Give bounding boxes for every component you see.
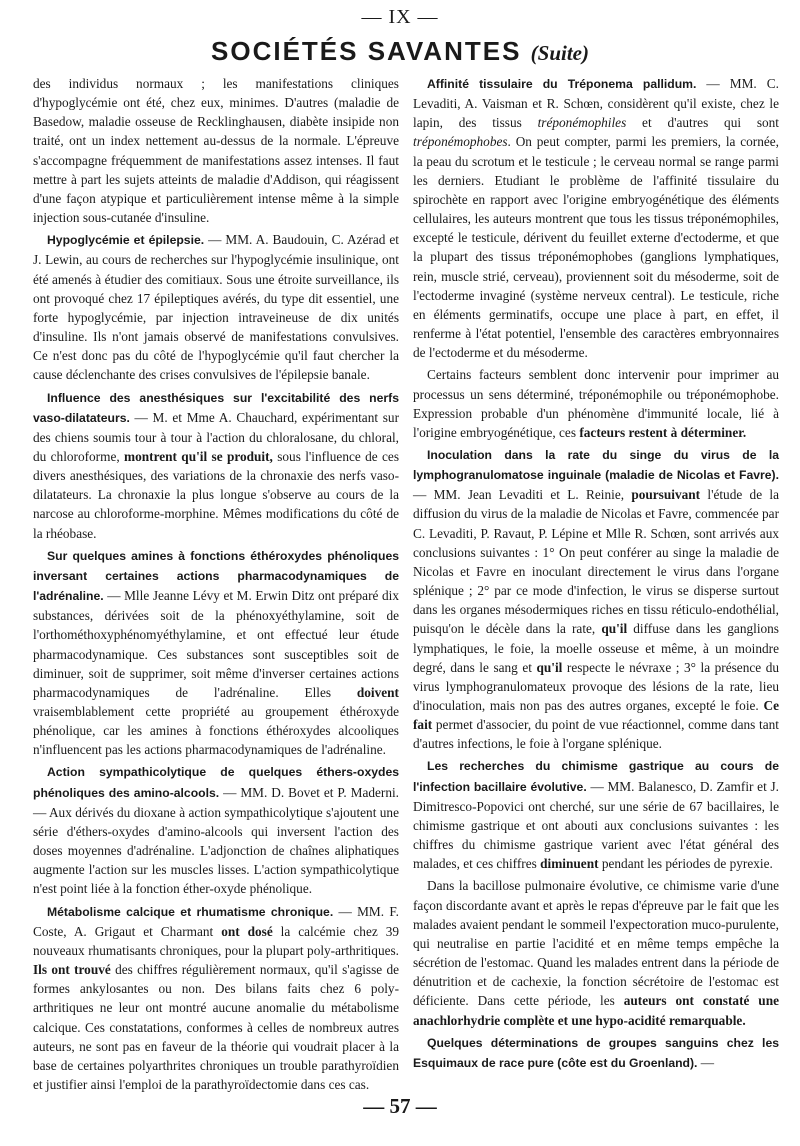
article-text-bold: qu'il: [536, 659, 563, 675]
left-column: [33, 74, 399, 1092]
article-text-italic: tréponémophiles: [537, 115, 627, 131]
article-text-italic: tréponémophobes: [413, 134, 508, 150]
page-number: — 57 —: [363, 1094, 437, 1118]
article-text: — MM. D. Bovet et P. Maderni. — Aux dérivés du dioxane à action sympathicolytique s'ajoutent une série d'éthers-oxydes d'amino-alcools qui inversent l'action des doses moyennes d'adrénaline. L'adjonction de chaînes aliphatiques augmente l'action sur les muscles lisses. L'action sympathicolytique n'est point liée à la fonction éther-oxyde phénolique.: [33, 784, 399, 897]
article-amines: [33, 546, 399, 760]
article-affinite-tissulaire: [413, 74, 779, 362]
article-text: et d'autres qui sont: [626, 115, 780, 131]
article-text-bold: Ce fait: [413, 698, 779, 733]
article-text-bold: doivent: [356, 684, 399, 700]
article-heading: Hypoglycémie et épilepsie.: [47, 233, 205, 248]
article-text-bold: diminuent: [540, 856, 599, 872]
article-text-bold: ont dosé: [221, 923, 273, 939]
article-sympathicolytique: [33, 762, 399, 898]
article-text: permet d'associer, du point de vue réactionnel, comme dans tant d'autres infections, le foie à l'organe splénique.: [413, 717, 779, 752]
article-text: —: [697, 1054, 715, 1070]
article-text-bold: Ils ont trouvé: [33, 962, 111, 978]
paragraph: [413, 876, 779, 1029]
article-text-bold: facteurs restent à déterminer.: [579, 424, 747, 440]
article-text: vraisemblablement cette propriété au groupement éthéroxyde phénolique, car les amines à fonctions éthéroxydes alcooliques n'influencent pas les actions pharmacodynamiques de l'adrénaline.: [33, 704, 399, 758]
article-text: — MM. A. Baudouin, C. Azérad et J. Lewin, au cours de recherches sur l'hypoglycémie insulinique, ont été amenés à étudier des comitiaux. Sous une étroite surveillance, ils ont provoqué chez 17 épileptiques avérés, du type dit essentiel, une forte hypoglycémie, par injection intraveineuse de dix unités d'insuline. Ils n'ont jamais observé de manifestations convulsives. Ce n'est donc pas du côté de l'hypoglycémie qu'il faut chercher la cause déclenchante des crises convulsives de l'épilepsie banale.: [33, 232, 399, 383]
article-text: des chiffres régulièrement normaux, qu'il s'agisse de formes ankylosantes ou non. Des bilans faits chez 6 poly-arthritiques ne leur ont montré aucune anomalie du métabolisme calcique. Ces constatations, conformes à celles de nombreux autres auteurs, ne sont pas en faveur de la théorie qui voudrait placer à la base de certaines polyarthrites chroniques un trouble parathyroïdien et justifier ainsi l'emploi de la parathyroïdectomie dans ces cas.: [33, 962, 399, 1092]
section-title: SOCIÉTÉS SAVANTES: [211, 36, 522, 66]
article-text: — M. et Mme A. Chauchard, expérimentant sur des chiens soumis tour à tour à l'action du chloralosane, du chloral, du chloroforme,: [33, 409, 399, 464]
article-text: l'étude de la diffusion du virus de la maladie de Nicolas et Favre, commencée par C. Levaditi, P. Ravaut, P. Lépine et Mlle R. Schœn, sont arrivés aux conclusions suivantes : 1° On peut conférer au singe la maladie de Nicolas et Favre en inoculant directement le virus dans l'organe splénique ; 2° par ce mode d'infection, le virus se disperse surtout dans les organes mésodermiques riches en tissu réticulo-endothélial, puisqu'on le décèle dans la rate,: [413, 487, 779, 637]
article-groupes-sanguins: [413, 1033, 779, 1073]
article-text: respecte le névraxe ; 3° la présence du virus lymphogranulomateux provoque des lésions de la rate, lieu d'inoculation, mais non pas des autres organes, excepté le foie.: [413, 659, 779, 713]
article-text: — MM. F. Coste, A. Grigaut et Charmant: [33, 903, 399, 939]
section-suite: (Suite): [530, 41, 589, 65]
article-heading: Inoculation dans la rate du singe du virus de la lymphogranulomatose inguinale (maladie de Nicolas et Favre).: [413, 447, 779, 483]
article-text: . On peut compter, parmi les premiers, la cornée, la peau du scrotum et le testicule ; le cerveau normal se range parmi les derniers. Etudiant le problème de l'affinité tissulaire du spirochète en rapport avec l'origine embryogénétique des éléments cellulaires, les auteurs montrent que tous les tissus tréponémophiles, excepté le testicule, dérivent du feuillet externe d'ectoderme, et que la plupart des tissus tréponémophobes (ganglions lymphatiques, rein, muscle strié, cerveau), proviennent soit du mésoderme, soit de l'ectoderme invaginé (système nerveux central). Le testicule, riche en éléments germinatifs, occupe une place à part, en effet, il renferme à l'état potentiel, l'ensemble des caractères embryonnaires de l'ectoderme et du mésoderme.: [413, 134, 779, 361]
article-text: — MM. Balanesco, D. Zamfir et J. Dimitresco-Popovici ont cherché, sur une série de 67 bacillaires, le chimisme gastrique et ont abouti aux conclusions suivantes : les chiffres du chimisme gastrique varient avec l'état général des malades, et ces chiffres: [413, 778, 779, 872]
article-metabolisme-calcique: [33, 902, 399, 1095]
article-text-bold: qu'il: [601, 621, 628, 637]
section-header: [0, 36, 800, 67]
article-text-bold: montrent qu'il se produit,: [124, 448, 273, 464]
article-text: — Mlle Jeanne Lévy et M. Erwin Ditz ont préparé dix substances, dérivées soit de la phénoxyéthylamine, soit de l'orthométhoxyphénomyéthylamine, et ont effectué leur étude pharmacodynamique. Ces substances sont susceptibles soit de diminuer, soit de supprimer, soit même d'inverser certaines actions pharmacodynamiques de l'adrénaline. Elles: [33, 588, 399, 700]
article-chimisme-gastrique: [413, 756, 779, 873]
paragraph: des individus normaux ; les manifestations cliniques d'hypoglycémie ont été, chez eux, minimes. D'autres (maladie de Basedow, maladie osseuse de Recklinghausen, diabète insipide non traité, ont un index nettement au-dessus de la normale. L'épreuve s'accompagne fréquemment de manifestations assez intenses. Il faut mettre à part les sujets atteints de maladie d'Addison, qui réagissent d'une façon atypique et particulièrement intense même à la simple injection sous-cutanée d'insuline.: [33, 76, 399, 226]
article-hypoglycemie-epilepsie: [33, 230, 399, 384]
article-text-bold: poursuivant: [631, 487, 701, 503]
article-text: diffuse dans les ganglions lymphatiques, le foie, la moelle osseuse et même, à un moindre degré, dans le sang et: [413, 621, 779, 675]
article-text-bold: auteurs ont constaté une anachlorhydrie complète et une hypo-acidité remarquable.: [413, 993, 780, 1028]
article-heading: Influence des anesthésiques sur l'excitabilité des nerfs vaso-dilatateurs.: [33, 390, 399, 425]
article-text: — MM. Jean Levaditi et L. Reinie,: [413, 487, 632, 503]
article-text: — MM. C. Levaditi, A. Vaisman et R. Schœn, considèrent qu'il existe, chez le lapin, des tissus: [413, 76, 780, 131]
article-heading: Métabolisme calcique et rhumatisme chronique.: [47, 904, 334, 919]
article-heading: Sur quelques amines à fonctions éthéroxydes phénoliques inversant certaines actions pharmacodynamiques de l'adrénaline.: [33, 548, 399, 604]
article-lymphogranulomatose: [413, 445, 779, 754]
article-heading: Affinité tissulaire du Tréponema pallidum.: [427, 77, 697, 91]
article-anesthesiques: [33, 388, 399, 543]
article-heading: Action sympathicolytique de quelques éthers-oxydes phénoliques des amino-alcools.: [33, 765, 399, 800]
article-text: sous l'influence de ces divers anesthésiques, des variations de la chronaxie des nerfs vaso-dilatateurs. La chronaxie la plus longue s'observe au cours de la narcose au chloroforme-morphine. Mêmes modifications du côté de la rhéobase.: [33, 448, 399, 541]
article-text: Dans la bacillose pulmonaire évolutive, ce chimisme varie d'une façon discordante avant et après le repas d'épreuve par le fait que les malades avaient pendant le sommeil l'expectoration muco-purulente, qui neutralise en partie l'acidité et en même temps empêche la sécrétion de l'estomac. Quand les malades entrent dans la période de dénutrition et de cachexie, la fonction sécrétoire de l'estomac est déficiente. Dans cette période, les: [413, 878, 779, 1009]
paragraph: [413, 365, 779, 442]
article-text: Certains facteurs semblent donc intervenir pour imprimer au processus un sens déterminé, tréponémophile ou tréponémophobe. Expression probable d'un phénomène d'immunité locale, lié à l'origine embryogénétique, ces: [413, 367, 779, 440]
roman-page-number: — IX —: [361, 6, 439, 28]
article-heading: Quelques déterminations de groupes sanguins chez les Esquimaux de race pure (côte est du Groenland).: [413, 1035, 779, 1070]
article-text: pendant les périodes de pyrexie.: [598, 856, 773, 872]
article-text: la calcémie chez 39 nouveaux rhumatisants chroniques, pour la plupart poly-arthritiques.: [33, 923, 399, 958]
right-column: [413, 74, 779, 1084]
article-heading: Les recherches du chimisme gastrique au cours de l'infection bacillaire évolutive.: [413, 759, 779, 794]
